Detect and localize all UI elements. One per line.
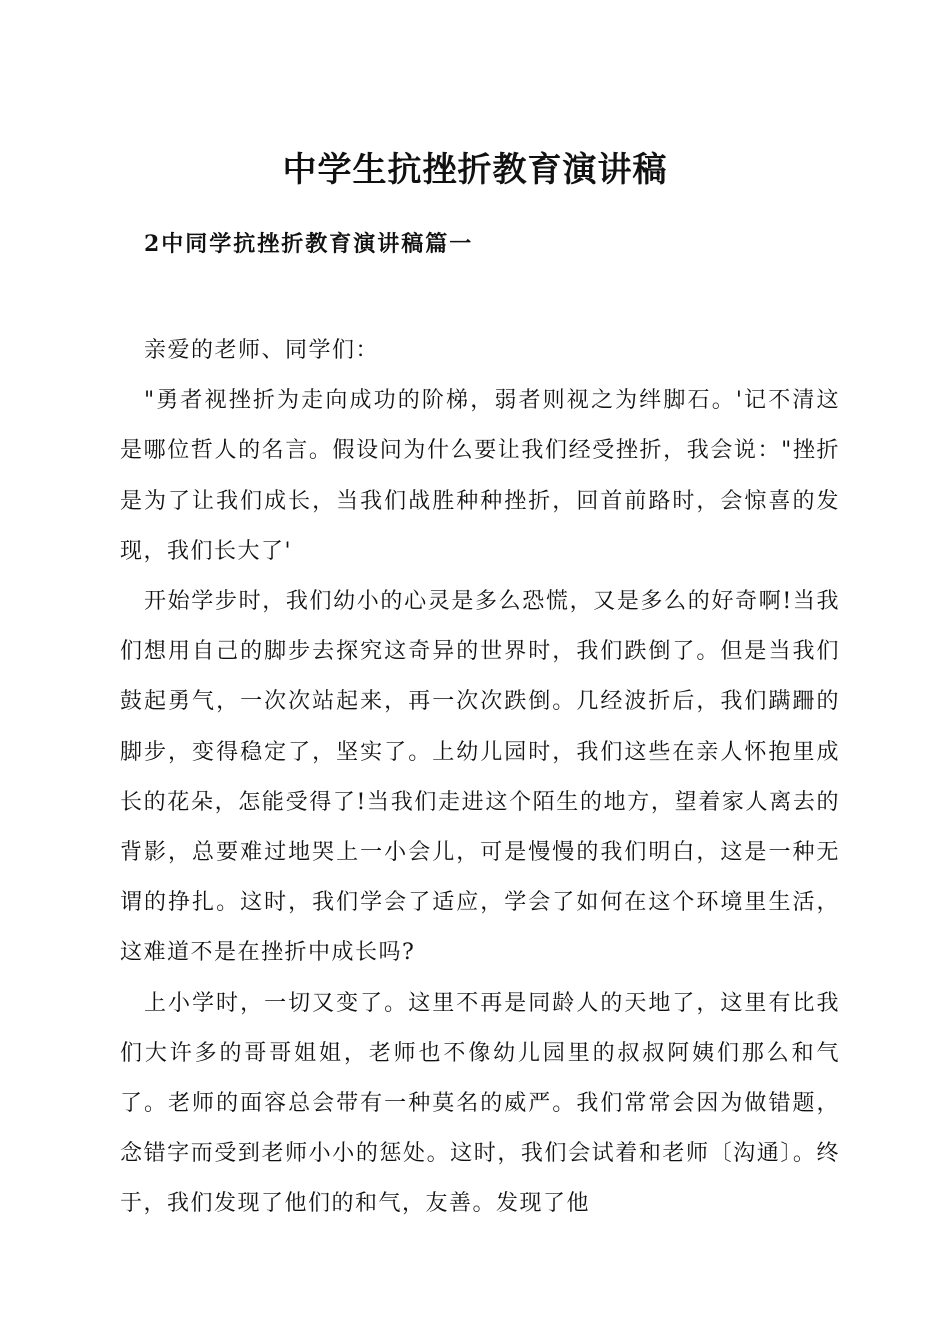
body-paragraph: 开始学步时，我们幼小的心灵是多么恐慌，又是多么的好奇啊!当我们想用自己的脚步去探究这奇异的世界时，我们跌倒了。但是当我们鼓起勇气，一次次站起来，再一次次跌倒。几经波折后，我们蹒跚的脚步，变得稳定了，坚实了。上幼儿园时，我们这些在亲人怀抱里成长的花朵，怎能受得了!当我们走进这个陌生的地方，望着家人离去的背影，总要难过地哭上一小会儿，可是慢慢的我们明白，这是一种无谓的挣扎。这时，我们学会了适应，学会了如何在这个环境里生活，这难道不是在挫折中成长吗? <box>120 589 840 966</box>
document-subtitle: 2中同学抗挫折教育演讲稿篇一 <box>144 231 474 257</box>
body-paragraph: "勇者视挫折为走向成功的阶梯，弱者则视之为绊脚石。'记不清这是哪位哲人的名言。假设问为什么要让我们经受挫折，我会说："挫折是为了让我们成长，当我们战胜种种挫折，回首前路时，会惊喜的发现，我们长大了' <box>120 388 840 564</box>
document-body <box>120 326 840 1230</box>
greeting-paragraph: 亲爱的老师、同学们： <box>144 338 380 363</box>
document-title: 中学生抗挫折教育演讲稿 <box>282 150 668 190</box>
body-paragraph: 上小学时，一切又变了。这里不再是同龄人的天地了，这里有比我们大许多的哥哥姐姐，老师也不像幼儿园里的叔叔阿姨们那么和气了。老师的面容总会带有一种莫名的威严。我们常常会因为做错题，念错字而受到老师小小的惩处。这时，我们会试着和老师〔沟通〕。终于，我们发现了他们的和气，友善。发现了他 <box>120 990 840 1217</box>
